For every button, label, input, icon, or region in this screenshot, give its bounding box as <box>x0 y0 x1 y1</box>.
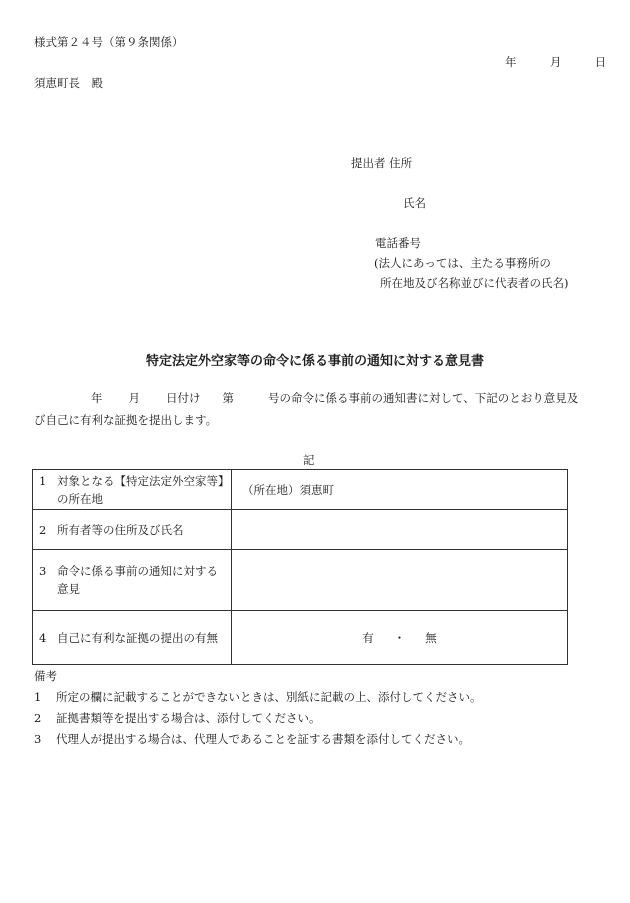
row2-number: 2 <box>39 522 47 537</box>
opinion-table <box>32 469 568 665</box>
row1-label: 対象となる【特定法定外空家等】の所在地 <box>57 473 224 506</box>
date-year: 年 <box>505 55 517 69</box>
body-line1 <box>91 390 578 406</box>
body-line1-rest: 号の命令に係る事前の通知書に対して、下記のとおり意見及 <box>268 391 579 405</box>
date-month: 月 <box>549 55 562 69</box>
body-year: 年 <box>91 391 103 405</box>
row4-value-cell <box>232 611 568 665</box>
row4-label-cell <box>33 611 232 665</box>
submitter-note-line2: 所在地及び名称並びに代表者の氏名) <box>380 276 569 290</box>
table-row <box>33 611 568 665</box>
row1-value: （所在地）須恵町 <box>242 482 334 497</box>
row2-label: 所有者等の住所及び氏名 <box>57 522 184 537</box>
row1-value-cell[interactable] <box>232 470 568 510</box>
row3-number: 3 <box>39 564 47 578</box>
row4-number: 4 <box>39 630 47 645</box>
body-dai: 第 <box>222 391 234 405</box>
row1-label-cell <box>33 470 232 510</box>
note-text: 代理人が提出する場合は、代理人であることを証する書類を添付してください。 <box>56 732 470 746</box>
note-text: 所定の欄に記載することができないときは、別紙に記載の上、添付してください。 <box>56 690 482 704</box>
form-number: 様式第２４号（第９条関係） <box>34 35 184 49</box>
row2-value-cell[interactable] <box>232 510 568 550</box>
row1-number: 1 <box>39 473 47 488</box>
row2-label-cell <box>33 510 232 550</box>
table-row <box>33 510 568 550</box>
submitter-note-line1: (法人にあっては、主たる事務所の <box>374 256 551 270</box>
notes-heading: 備考 <box>34 669 57 683</box>
table-row <box>33 550 568 611</box>
yes-option[interactable]: 有 <box>362 630 374 645</box>
note-item <box>34 710 321 726</box>
body-dated: 日付け <box>166 391 201 405</box>
note-number: 1 <box>34 690 42 704</box>
date-line <box>505 54 606 70</box>
option-separator: ・ <box>393 630 406 645</box>
date-day: 日 <box>594 55 607 69</box>
row4-label: 自己に有利な証拠の提出の有無 <box>57 630 218 645</box>
body-month: 月 <box>128 391 140 405</box>
note-number: 2 <box>34 711 42 725</box>
note-item <box>34 689 482 705</box>
note-text: 証拠書類等を提出する場合は、添付してください。 <box>56 711 321 725</box>
addressee: 須恵町長 殿 <box>34 76 103 90</box>
submitter-name-label: 氏名 <box>403 196 426 210</box>
submitter-phone-label: 電話番号 <box>375 236 421 250</box>
row3-label-cell <box>33 550 232 611</box>
no-option[interactable]: 無 <box>425 630 437 645</box>
submitter-address-label: 提出者 住所 <box>351 156 413 170</box>
document-title: 特定法定外空家等の命令に係る事前の通知に対する意見書 <box>145 354 484 369</box>
row3-label: 命令に係る事前の通知に対する意見 <box>57 564 218 596</box>
table-row <box>33 470 568 510</box>
body-line2: び自己に有利な証拠を提出します。 <box>34 413 218 427</box>
ki-heading: 記 <box>303 453 315 467</box>
note-item <box>34 731 470 747</box>
row3-value-cell[interactable] <box>232 550 568 611</box>
note-number: 3 <box>34 732 42 746</box>
